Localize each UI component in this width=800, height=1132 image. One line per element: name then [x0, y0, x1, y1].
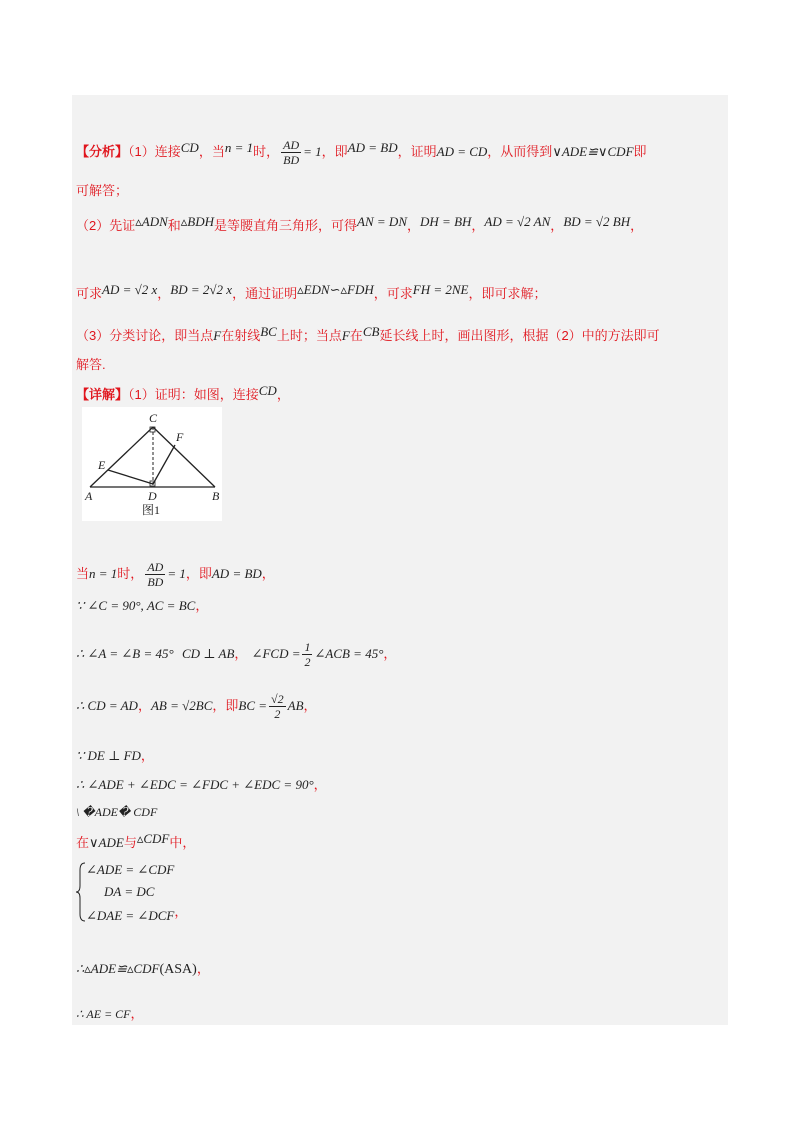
text: ，	[313, 777, 327, 792]
label-e: E	[98, 458, 106, 472]
math: AD = BD	[347, 140, 398, 155]
text: 延长线上时，画出图形，根据（2）中的方法即可	[379, 328, 660, 343]
text: ，即	[212, 698, 239, 713]
detail-step-1	[76, 595, 208, 614]
math: CD	[180, 140, 199, 155]
text: ，即可求解；	[468, 286, 547, 301]
figure-caption: 图1	[142, 503, 161, 517]
detail-step-9	[76, 1003, 144, 1022]
text: 可求	[76, 286, 103, 301]
segment-de	[108, 470, 153, 484]
math: CB	[362, 324, 380, 339]
label-f: F	[176, 430, 184, 444]
text: ，	[196, 961, 210, 976]
math: CD ⊥ AB	[181, 646, 235, 661]
math: F	[341, 328, 350, 343]
fraction: $\frac{AD}{BD}$	[283, 138, 300, 167]
detail-step-7	[76, 832, 195, 851]
text: ，	[157, 286, 171, 301]
detail-step-8	[76, 958, 210, 978]
detail-tag: 【详解】	[76, 387, 129, 402]
system-row-3	[86, 905, 187, 924]
math: CD	[258, 383, 277, 398]
text: ，	[383, 646, 397, 661]
system-row-1: ∠ADE = ∠CDF	[86, 862, 175, 877]
math: = 1	[167, 566, 186, 581]
math: AN = DN	[357, 214, 407, 229]
analysis-line-1	[76, 138, 647, 167]
math: ∴ ∠A = ∠B = 45°	[76, 646, 174, 661]
math: = 1	[303, 144, 322, 159]
text: 中，	[169, 835, 196, 850]
geometry-figure	[82, 407, 222, 521]
label-b: B	[212, 489, 220, 503]
text: 时，	[253, 144, 280, 159]
text: （1）连接	[128, 144, 181, 159]
math: ∠FCD =	[251, 646, 301, 661]
text: ，通过证明	[232, 286, 298, 301]
math: n = 1	[224, 140, 254, 155]
text: 在射线	[221, 328, 261, 343]
text: ，	[550, 218, 564, 233]
math: BD = √2 BH	[563, 214, 631, 229]
detail-step-6	[76, 805, 157, 820]
math: (ASA)	[159, 962, 197, 977]
math: BC =	[238, 698, 268, 713]
text: 与	[123, 835, 137, 850]
text: ，	[137, 698, 151, 713]
text: ，从而得到	[487, 144, 553, 159]
text: ，	[174, 904, 188, 919]
math: ▵BDH	[180, 214, 215, 229]
text: 解答.	[76, 357, 106, 372]
text: 上时；当点	[276, 328, 342, 343]
fraction: $\frac{AD}{BD}$	[147, 560, 164, 589]
math: DH = BH	[420, 214, 472, 229]
math: BC	[260, 324, 277, 339]
detail-step-5	[76, 774, 327, 793]
math: ▵CDF	[136, 831, 170, 846]
text: 可解答；	[76, 183, 129, 198]
detail-when	[76, 560, 275, 589]
detail-step-2	[76, 640, 396, 669]
math: AD = BD	[211, 566, 262, 581]
text: ，	[261, 566, 275, 581]
analysis-line-2	[76, 180, 128, 199]
math: \ �ADE� CDF	[76, 805, 158, 819]
text: （3）分类讨论，即当点	[76, 328, 214, 343]
label-d: D	[148, 489, 157, 503]
math: ▵EDN∽▵FDH	[297, 282, 374, 297]
analysis-line-4	[76, 283, 547, 302]
text: ，	[630, 218, 644, 233]
math: BD = 2√2 x	[170, 282, 233, 297]
text: （2）先证	[76, 218, 136, 233]
triangle-diagram	[82, 407, 222, 521]
math: ∨ADE	[89, 835, 124, 850]
math: AD = √2 x	[102, 282, 158, 297]
text: ，	[195, 598, 209, 613]
text: 在	[76, 835, 90, 850]
text: 是等腰直角三角形，可得	[214, 218, 358, 233]
text: 在	[349, 328, 363, 343]
segment-df	[153, 445, 175, 484]
text: ，证明	[397, 144, 437, 159]
math: ∴ AE = CF	[76, 1007, 131, 1021]
math: AB	[287, 698, 304, 713]
math: AD = CD	[436, 144, 488, 159]
math: AD = √2 AN	[484, 214, 551, 229]
analysis-line-3	[76, 215, 643, 234]
text: ，即	[185, 566, 212, 581]
math: ∵ ∠C = 90°, AC = BC	[76, 598, 196, 613]
text: 当	[76, 566, 90, 581]
text: ，即	[321, 144, 348, 159]
system-brace	[76, 862, 86, 922]
math: ∠DAE = ∠DCF	[86, 908, 175, 923]
text: 即	[633, 144, 647, 159]
math: ▵ADN	[135, 214, 168, 229]
fraction: $\frac{1}{2}$	[304, 640, 311, 669]
text: ，	[407, 218, 421, 233]
label-a: A	[85, 489, 93, 503]
math: AB = √2BC	[150, 698, 213, 713]
detail-step-3	[76, 692, 317, 721]
segment-ac	[90, 427, 153, 487]
text: ，	[130, 1006, 144, 1021]
analysis-line-6	[76, 354, 106, 373]
text: ，当	[198, 144, 225, 159]
text: ，	[140, 748, 154, 763]
math: FH = 2NE	[412, 282, 469, 297]
text: ，	[471, 218, 485, 233]
math: n = 1	[89, 566, 118, 581]
segment-cb	[153, 427, 215, 487]
text: ，	[276, 387, 290, 402]
analysis-tag: 【分析】	[76, 144, 129, 159]
text: ，	[303, 698, 317, 713]
detail-line-1	[76, 384, 290, 403]
text: 时，	[117, 566, 144, 581]
label-c: C	[149, 411, 158, 425]
fraction: $\frac{√2}{2}$	[271, 692, 284, 721]
math: ∵ DE ⊥ FD	[76, 748, 141, 763]
text: （1）证明：如图，连接	[128, 387, 259, 402]
detail-step-4	[76, 745, 154, 764]
math: ∨ADE≌∨CDF	[552, 144, 634, 159]
text: 和	[167, 218, 181, 233]
text: ，可求	[373, 286, 413, 301]
text: ，	[234, 646, 248, 661]
math: ∴ CD = AD	[76, 698, 138, 713]
system-row-2: DA = DC	[104, 884, 155, 899]
math: ∴ ∠ADE + ∠EDC = ∠FDC + ∠EDC = 90°	[76, 777, 314, 792]
math: ∴▵ADE≌▵CDF	[76, 961, 160, 976]
math: F	[213, 328, 222, 343]
math: ∠ACB = 45°	[314, 646, 384, 661]
analysis-line-5	[76, 325, 660, 344]
